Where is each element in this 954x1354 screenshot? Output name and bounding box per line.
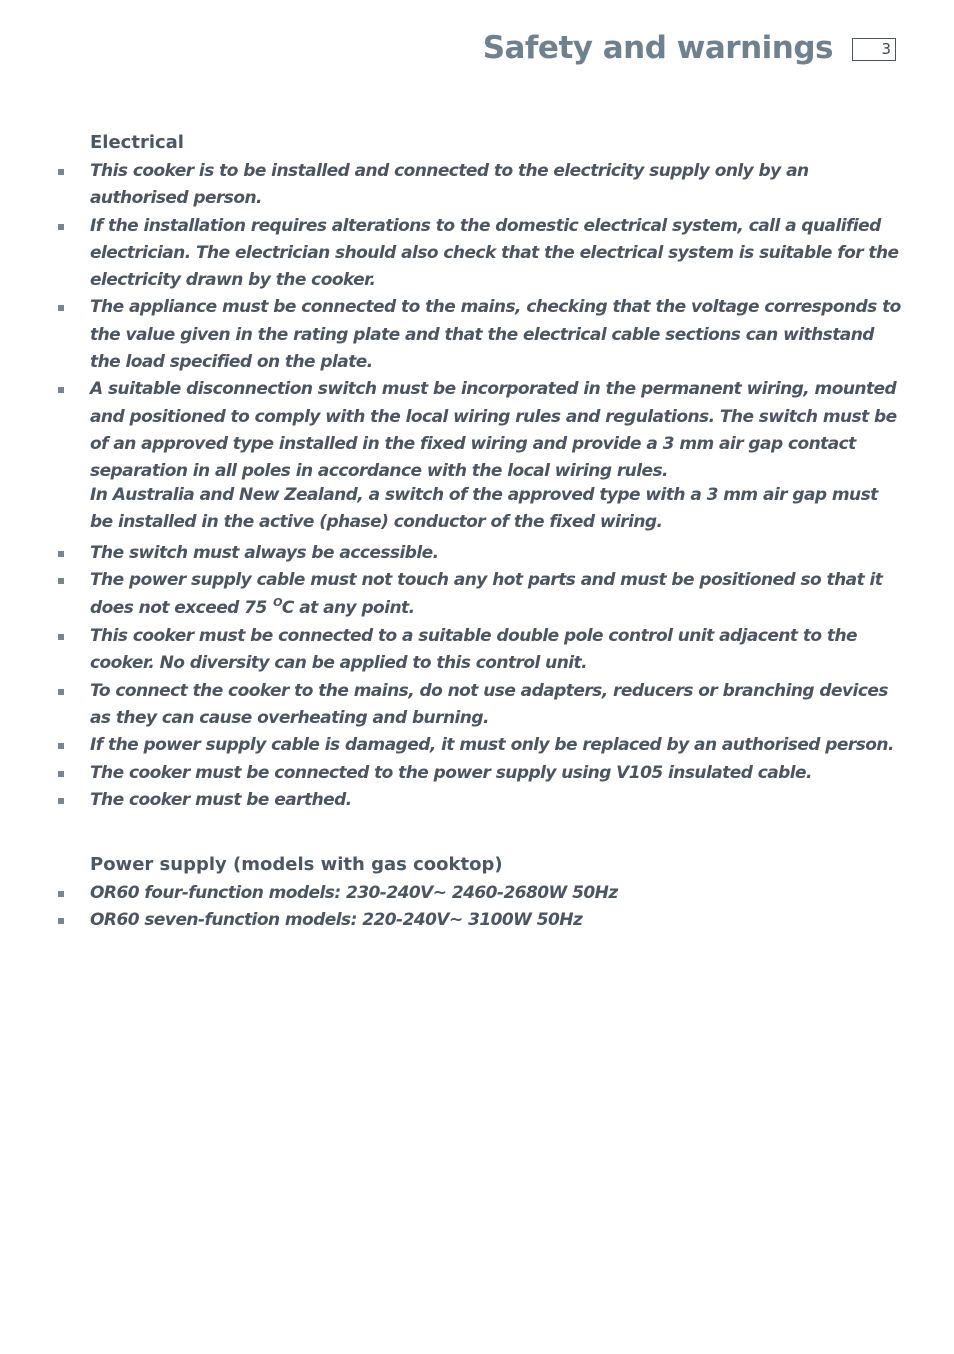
- list-item-text: OR60 four-function models: 230-240V~ 2460-2680W 50Hz: [90, 883, 618, 904]
- list-item-text: The power supply cable must not touch any hot parts and must be positioned so that it does not exceed 75: [90, 570, 883, 618]
- section-heading-power-supply: Power supply (models with gas cooktop): [90, 854, 503, 876]
- list-item-text: The switch must always be accessible.: [90, 543, 439, 564]
- list-item: [56, 540, 902, 567]
- switch-note: In Australia and New Zealand, a switch of the approved type with a 3 mm air gap must be installed in the active (phase) conductor of the fixed wiring.: [90, 484, 878, 532]
- list-item: [56, 880, 902, 907]
- bullet-square-icon: [58, 578, 64, 584]
- bullet-square-icon: [58, 771, 64, 777]
- bullet-square-icon: [58, 743, 64, 749]
- list-item: [56, 732, 902, 759]
- bullet-square-icon: [58, 169, 64, 175]
- list-item: [56, 760, 902, 787]
- temperature-superscript: O: [273, 595, 282, 609]
- bullet-square-icon: [58, 891, 64, 897]
- bullet-square-icon: [58, 634, 64, 640]
- electrical-list: [56, 158, 902, 814]
- list-item-text: OR60 seven-function models: 220-240V~ 3100W 50Hz: [90, 910, 583, 931]
- page-header: [483, 30, 896, 66]
- list-item-text: The cooker must be earthed.: [90, 789, 352, 810]
- list-item-text: The appliance must be connected to the mains, checking that the voltage corresponds to the value given in the rating plate and that the electrical cable sections can withstand the load specified on the plate.: [90, 297, 901, 373]
- list-item: [56, 213, 902, 295]
- list-item: [56, 623, 902, 678]
- bullet-square-icon: [58, 305, 64, 311]
- bullet-square-icon: [58, 798, 64, 804]
- page-title: Safety and warnings: [482, 30, 833, 66]
- temperature-suffix: C at any point.: [281, 597, 415, 618]
- list-item-text: If the installation requires alterations to the domestic electrical system, call a qualified electrician. The electrician should also check that the electrical system is suitable for the electricity drawn by the cooker.: [90, 215, 899, 291]
- list-item: [56, 907, 902, 934]
- list-item: [56, 376, 902, 536]
- bullet-square-icon: [58, 224, 64, 230]
- list-item-text: This cooker must be connected to a suitable double pole control unit adjacent to the cooker. No diversity can be applied to this control unit.: [90, 626, 858, 674]
- page-number: 3: [852, 38, 896, 61]
- section-heading-electrical: Electrical: [90, 132, 184, 153]
- bullet-square-icon: [58, 551, 64, 557]
- power-supply-list: [56, 880, 902, 935]
- list-item-text: If the power supply cable is damaged, it must only be replaced by an authorised person.: [90, 735, 894, 756]
- list-item-text: To connect the cooker to the mains, do not use adapters, reducers or branching devices as they can cause overheating and burning.: [90, 680, 888, 728]
- list-item: [56, 678, 902, 733]
- section-spacer: [56, 814, 902, 853]
- list-item: [56, 158, 902, 213]
- document-body: [56, 131, 902, 935]
- list-item-text: The cooker must be connected to the power supply using V105 insulated cable.: [90, 762, 812, 783]
- bullet-square-icon: [58, 918, 64, 924]
- list-item-text: This cooker is to be installed and connected to the electricity supply only by an authorised person.: [90, 161, 809, 209]
- bullet-square-icon: [58, 387, 64, 393]
- list-item: [56, 787, 902, 814]
- bullet-square-icon: [58, 689, 64, 695]
- list-item: [56, 294, 902, 376]
- list-item: [56, 567, 902, 623]
- list-item-text: A suitable disconnection switch must be incorporated in the permanent wiring, mounted and positioned to comply with the local wiring rules and regulations. The switch must be of an approved type installed in the fixed wiring and provide a 3 mm air gap contact separation in all poles in accordance with the local wiring rules.: [90, 379, 897, 482]
